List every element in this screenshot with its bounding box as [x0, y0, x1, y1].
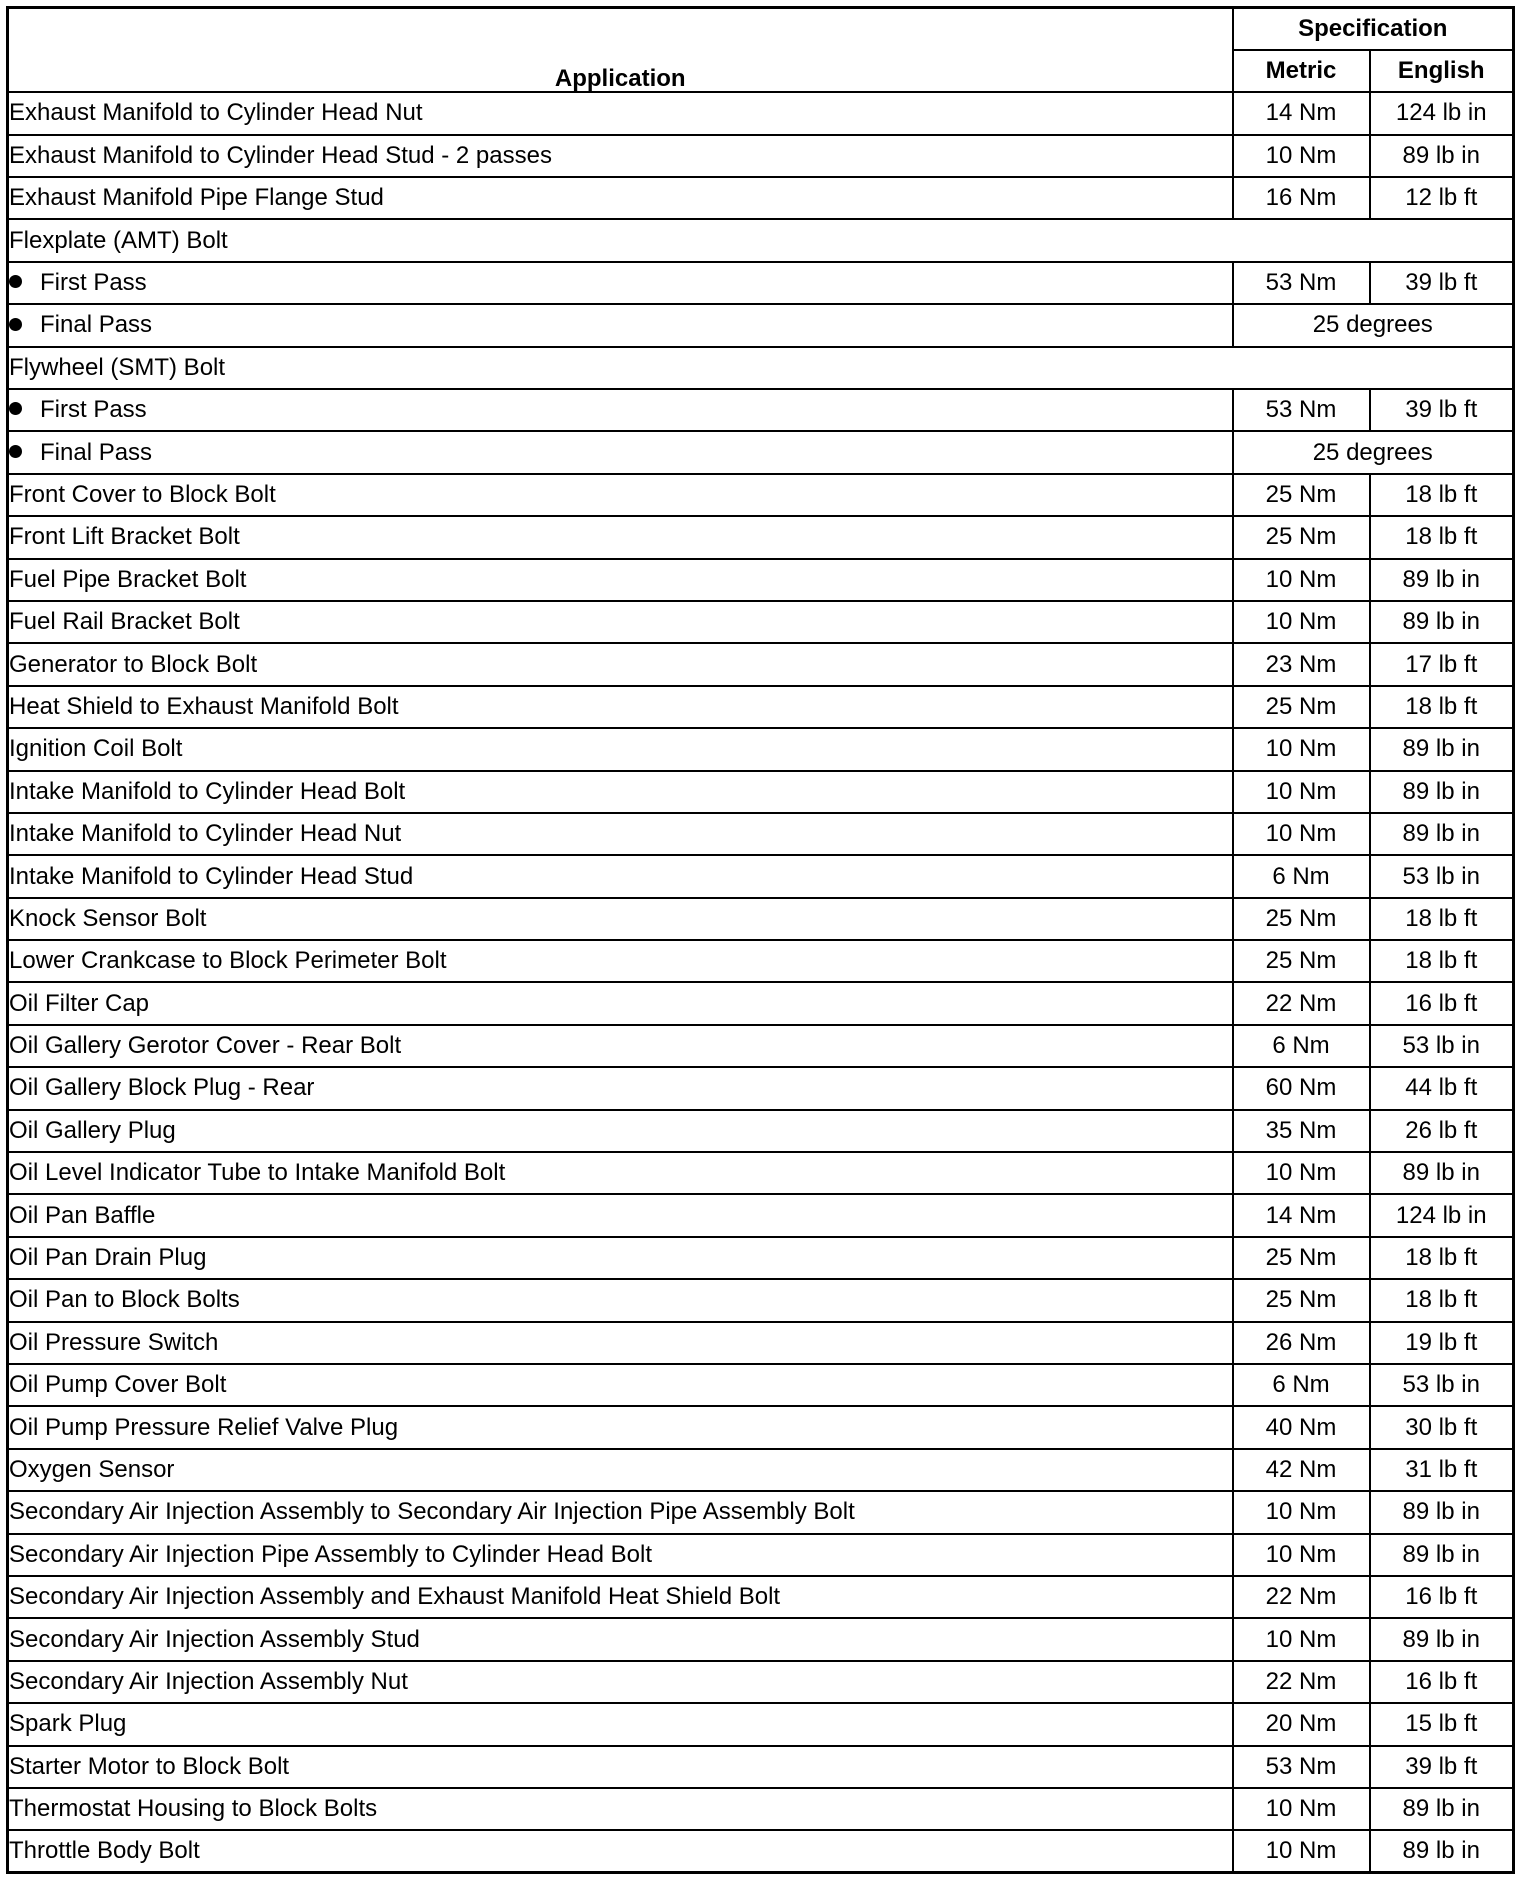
- metric-cell: 10 Nm: [1233, 813, 1370, 855]
- english-cell: 18 lb ft: [1370, 1237, 1514, 1279]
- table-row: [8, 728, 1514, 770]
- english-cell: 16 lb ft: [1370, 1576, 1514, 1618]
- group-heading-cell: Flywheel (SMT) Bolt: [8, 347, 1514, 389]
- application-cell: Oil Pump Pressure Relief Valve Plug: [8, 1406, 1233, 1448]
- english-cell: 53 lb in: [1370, 855, 1514, 897]
- application-cell: Exhaust Manifold Pipe Flange Stud: [8, 177, 1233, 219]
- table-row: [8, 135, 1514, 177]
- application-cell: Ignition Coil Bolt: [8, 728, 1233, 770]
- application-cell: Secondary Air Injection Assembly and Exhaust Manifold Heat Shield Bolt: [8, 1576, 1233, 1618]
- english-cell: 53 lb in: [1370, 1364, 1514, 1406]
- metric-cell: 25 Nm: [1233, 1279, 1370, 1321]
- english-cell: 16 lb ft: [1370, 1661, 1514, 1703]
- english-cell: 89 lb in: [1370, 728, 1514, 770]
- metric-header: Metric: [1233, 50, 1370, 92]
- english-cell: 18 lb ft: [1370, 1279, 1514, 1321]
- sub-application-cell: [8, 389, 1233, 431]
- metric-cell: 26 Nm: [1233, 1322, 1370, 1364]
- metric-cell: 10 Nm: [1233, 1618, 1370, 1660]
- english-cell: 89 lb in: [1370, 1618, 1514, 1660]
- metric-cell: 25 Nm: [1233, 1237, 1370, 1279]
- application-cell: Fuel Pipe Bracket Bolt: [8, 559, 1233, 601]
- application-cell: Oxygen Sensor: [8, 1449, 1233, 1491]
- application-cell: Knock Sensor Bolt: [8, 898, 1233, 940]
- english-cell: 89 lb in: [1370, 1152, 1514, 1194]
- sub-application-cell: [8, 262, 1233, 304]
- metric-cell: 10 Nm: [1233, 1534, 1370, 1576]
- english-cell: 26 lb ft: [1370, 1110, 1514, 1152]
- sub-application-label: First Pass: [40, 269, 147, 297]
- english-cell: 53 lb in: [1370, 1025, 1514, 1067]
- english-cell: 89 lb in: [1370, 1788, 1514, 1830]
- english-cell: 39 lb ft: [1370, 1746, 1514, 1788]
- table-row: [8, 1152, 1514, 1194]
- application-cell: Oil Pan Baffle: [8, 1194, 1233, 1236]
- application-cell: Secondary Air Injection Assembly to Secondary Air Injection Pipe Assembly Bolt: [8, 1491, 1233, 1533]
- english-header: English: [1370, 50, 1514, 92]
- table-row: [8, 1491, 1514, 1533]
- english-cell: 89 lb in: [1370, 559, 1514, 601]
- table-row: [8, 1449, 1514, 1491]
- table-row: [8, 1830, 1514, 1872]
- metric-cell: 14 Nm: [1233, 1194, 1370, 1236]
- metric-cell: 40 Nm: [1233, 1406, 1370, 1448]
- metric-cell: 20 Nm: [1233, 1703, 1370, 1745]
- table-row: [8, 304, 1514, 346]
- english-cell: 31 lb ft: [1370, 1449, 1514, 1491]
- specification-header: Specification: [1233, 8, 1514, 50]
- english-cell: 89 lb in: [1370, 813, 1514, 855]
- metric-cell: 16 Nm: [1233, 177, 1370, 219]
- application-cell: Throttle Body Bolt: [8, 1830, 1233, 1872]
- english-cell: 18 lb ft: [1370, 940, 1514, 982]
- application-cell: Oil Gallery Block Plug - Rear: [8, 1067, 1233, 1109]
- english-cell: 18 lb ft: [1370, 898, 1514, 940]
- table-row: [8, 601, 1514, 643]
- metric-cell: 10 Nm: [1233, 1152, 1370, 1194]
- english-cell: 124 lb in: [1370, 92, 1514, 134]
- metric-cell: 10 Nm: [1233, 1491, 1370, 1533]
- english-cell: 12 lb ft: [1370, 177, 1514, 219]
- sub-application-cell: [8, 431, 1233, 473]
- application-cell: Secondary Air Injection Pipe Assembly to Cylinder Head Bolt: [8, 1534, 1233, 1576]
- metric-cell: 10 Nm: [1233, 1830, 1370, 1872]
- table-row: [8, 177, 1514, 219]
- header-row-top: [8, 8, 1514, 50]
- application-cell: Spark Plug: [8, 1703, 1233, 1745]
- table-row: [8, 771, 1514, 813]
- application-cell: Secondary Air Injection Assembly Stud: [8, 1618, 1233, 1660]
- application-cell: Oil Gallery Plug: [8, 1110, 1233, 1152]
- table-row: [8, 1110, 1514, 1152]
- english-cell: 18 lb ft: [1370, 686, 1514, 728]
- metric-cell: 60 Nm: [1233, 1067, 1370, 1109]
- metric-cell: 6 Nm: [1233, 1364, 1370, 1406]
- application-cell: Oil Gallery Gerotor Cover - Rear Bolt: [8, 1025, 1233, 1067]
- english-cell: 39 lb ft: [1370, 262, 1514, 304]
- metric-cell: 35 Nm: [1233, 1110, 1370, 1152]
- application-cell: Oil Pump Cover Bolt: [8, 1364, 1233, 1406]
- table-row: [8, 1746, 1514, 1788]
- metric-cell: 10 Nm: [1233, 559, 1370, 601]
- application-cell: Starter Motor to Block Bolt: [8, 1746, 1233, 1788]
- application-cell: Generator to Block Bolt: [8, 643, 1233, 685]
- table-row: [8, 1534, 1514, 1576]
- torque-spec-table: [6, 6, 1515, 1874]
- english-cell: 19 lb ft: [1370, 1322, 1514, 1364]
- english-cell: 16 lb ft: [1370, 982, 1514, 1024]
- bullet-icon: [9, 402, 22, 415]
- metric-cell: 22 Nm: [1233, 1661, 1370, 1703]
- application-cell: Exhaust Manifold to Cylinder Head Nut: [8, 92, 1233, 134]
- table-row: [8, 1661, 1514, 1703]
- application-cell: Oil Filter Cap: [8, 982, 1233, 1024]
- metric-cell: 22 Nm: [1233, 1576, 1370, 1618]
- application-cell: Oil Pan Drain Plug: [8, 1237, 1233, 1279]
- group-heading-cell: Flexplate (AMT) Bolt: [8, 219, 1514, 261]
- sub-application-label: First Pass: [40, 396, 147, 424]
- english-cell: 89 lb in: [1370, 771, 1514, 813]
- metric-cell: 6 Nm: [1233, 1025, 1370, 1067]
- metric-cell: 25 Nm: [1233, 474, 1370, 516]
- metric-cell: 53 Nm: [1233, 1746, 1370, 1788]
- metric-cell: 25 Nm: [1233, 686, 1370, 728]
- table-row: [8, 1364, 1514, 1406]
- table-row: [8, 855, 1514, 897]
- application-cell: Heat Shield to Exhaust Manifold Bolt: [8, 686, 1233, 728]
- table-row: [8, 1237, 1514, 1279]
- table-row: [8, 474, 1514, 516]
- metric-cell: 10 Nm: [1233, 601, 1370, 643]
- table-row: [8, 1788, 1514, 1830]
- table-row: [8, 940, 1514, 982]
- table-row: [8, 1025, 1514, 1067]
- application-cell: Exhaust Manifold to Cylinder Head Stud - 2 passes: [8, 135, 1233, 177]
- application-cell: Intake Manifold to Cylinder Head Bolt: [8, 771, 1233, 813]
- english-cell: 124 lb in: [1370, 1194, 1514, 1236]
- table-row: [8, 347, 1514, 389]
- sub-application-label: Final Pass: [40, 438, 153, 466]
- english-cell: 89 lb in: [1370, 1534, 1514, 1576]
- spec-span-cell: 25 degrees: [1233, 304, 1514, 346]
- table-row: [8, 559, 1514, 601]
- table-row: [8, 92, 1514, 134]
- metric-cell: 14 Nm: [1233, 92, 1370, 134]
- metric-cell: 23 Nm: [1233, 643, 1370, 685]
- metric-cell: 53 Nm: [1233, 389, 1370, 431]
- metric-cell: 22 Nm: [1233, 982, 1370, 1024]
- english-cell: 89 lb in: [1370, 135, 1514, 177]
- sub-application-cell: [8, 304, 1233, 346]
- application-cell: Oil Level Indicator Tube to Intake Manifold Bolt: [8, 1152, 1233, 1194]
- application-cell: Intake Manifold to Cylinder Head Stud: [8, 855, 1233, 897]
- table-body: [8, 92, 1514, 1872]
- english-cell: 89 lb in: [1370, 1491, 1514, 1533]
- table-row: [8, 1322, 1514, 1364]
- metric-cell: 10 Nm: [1233, 771, 1370, 813]
- english-cell: 18 lb ft: [1370, 516, 1514, 558]
- application-cell: Oil Pressure Switch: [8, 1322, 1233, 1364]
- table-row: [8, 643, 1514, 685]
- metric-cell: 10 Nm: [1233, 728, 1370, 770]
- english-cell: 18 lb ft: [1370, 474, 1514, 516]
- application-cell: Fuel Rail Bracket Bolt: [8, 601, 1233, 643]
- table-row: [8, 982, 1514, 1024]
- english-cell: 17 lb ft: [1370, 643, 1514, 685]
- table-row: [8, 813, 1514, 855]
- application-cell: Intake Manifold to Cylinder Head Nut: [8, 813, 1233, 855]
- table-row: [8, 1406, 1514, 1448]
- table-row: [8, 1067, 1514, 1109]
- metric-cell: 42 Nm: [1233, 1449, 1370, 1491]
- metric-cell: 25 Nm: [1233, 516, 1370, 558]
- sub-application-label: Final Pass: [40, 311, 153, 339]
- application-cell: Lower Crankcase to Block Perimeter Bolt: [8, 940, 1233, 982]
- table-row: [8, 1618, 1514, 1660]
- application-cell: Thermostat Housing to Block Bolts: [8, 1788, 1233, 1830]
- table-row: [8, 1279, 1514, 1321]
- application-header: Application: [8, 8, 1233, 93]
- english-cell: 15 lb ft: [1370, 1703, 1514, 1745]
- english-cell: 30 lb ft: [1370, 1406, 1514, 1448]
- metric-cell: 25 Nm: [1233, 898, 1370, 940]
- table-row: [8, 1703, 1514, 1745]
- table-row: [8, 262, 1514, 304]
- application-cell: Front Cover to Block Bolt: [8, 474, 1233, 516]
- english-cell: 44 lb ft: [1370, 1067, 1514, 1109]
- application-cell: Front Lift Bracket Bolt: [8, 516, 1233, 558]
- table-row: [8, 389, 1514, 431]
- table-row: [8, 219, 1514, 261]
- metric-cell: 53 Nm: [1233, 262, 1370, 304]
- spec-span-cell: 25 degrees: [1233, 431, 1514, 473]
- metric-cell: 6 Nm: [1233, 855, 1370, 897]
- bullet-icon: [9, 445, 22, 458]
- table-row: [8, 898, 1514, 940]
- english-cell: 89 lb in: [1370, 601, 1514, 643]
- table-row: [8, 516, 1514, 558]
- metric-cell: 25 Nm: [1233, 940, 1370, 982]
- english-cell: 39 lb ft: [1370, 389, 1514, 431]
- bullet-icon: [9, 275, 22, 288]
- table-row: [8, 1576, 1514, 1618]
- table-row: [8, 1194, 1514, 1236]
- metric-cell: 10 Nm: [1233, 1788, 1370, 1830]
- english-cell: 89 lb in: [1370, 1830, 1514, 1872]
- application-cell: Oil Pan to Block Bolts: [8, 1279, 1233, 1321]
- application-cell: Secondary Air Injection Assembly Nut: [8, 1661, 1233, 1703]
- table-row: [8, 431, 1514, 473]
- bullet-icon: [9, 318, 22, 331]
- table-row: [8, 686, 1514, 728]
- metric-cell: 10 Nm: [1233, 135, 1370, 177]
